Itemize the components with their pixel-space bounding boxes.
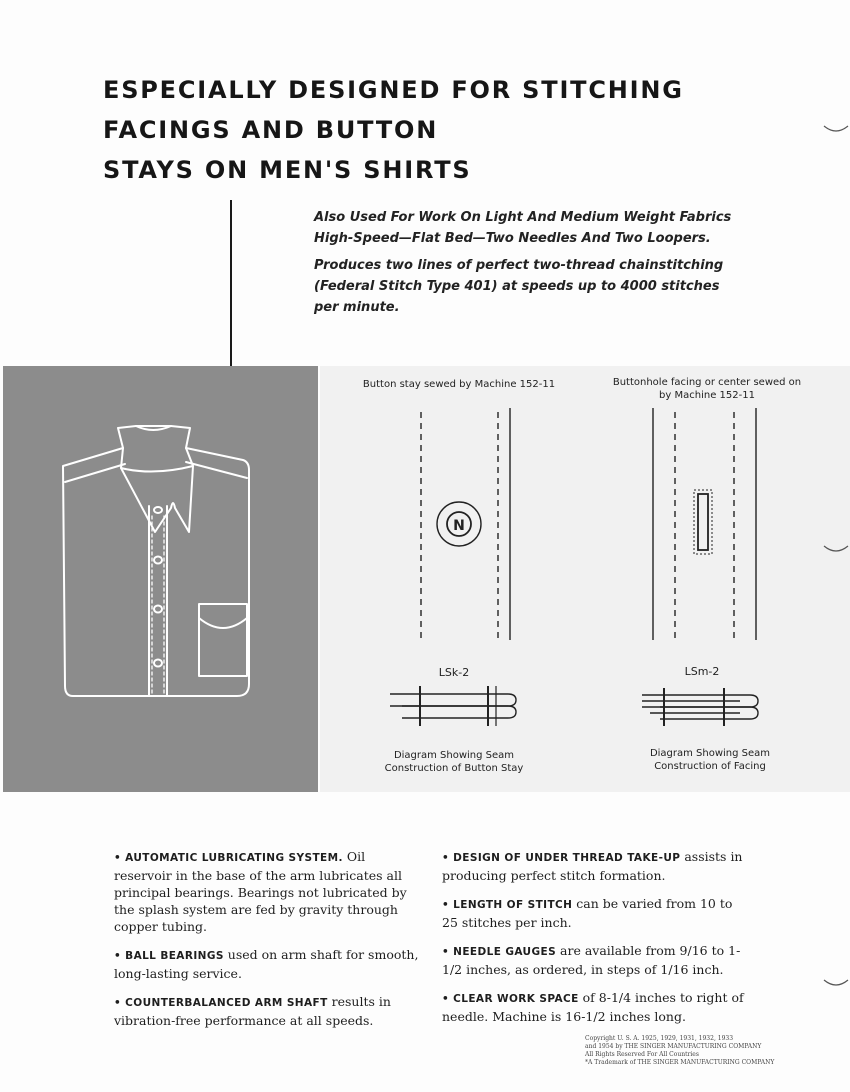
feature-text: of 8-1/4 inches to right of needle. Machine is 16-1/2 inches long. [442,990,744,1024]
feature-heading: • BALL BEARINGS [114,950,224,962]
intro-text [314,207,794,318]
feature-item [442,942,752,978]
shirt-illustration [3,366,318,792]
feature-text: used on arm shaft for smooth, long-lasting service. [114,947,419,981]
right-diagram-description [620,747,800,773]
feature-text: can be varied from 10 to 25 stitches per inch. [442,896,733,930]
feature-item [442,989,752,1025]
copyright-line-1: Copyright U. S. A. 1925, 1929, 1931, 1932, 1933 [585,1035,734,1042]
headline-line-3: STAYS ON MEN'S SHIRTS [103,156,472,184]
page-headline [103,70,803,190]
right-caption [592,376,822,402]
intro-line-4: (Federal Stitch Type 401) at speeds up to 4000 stitches [314,279,720,294]
intro-line-3: Produces two lines of perfect two-thread chainstitching [314,258,724,273]
features-left-column [114,848,420,1040]
right-caption-line-1: Buttonhole facing or center sewed on [612,377,802,388]
seam-diagrams-panel [320,366,850,792]
feature-item [114,993,420,1029]
punch-hole-mark [822,112,850,140]
intro-line-1: Also Used For Work On Light And Medium Weight Fabrics [314,210,732,225]
headline-line-2: FACINGS AND BUTTON [103,116,439,144]
right-desc-line-2: Construction of Facing [654,761,766,772]
intro-line-2: High-Speed—Flat Bed—Two Needles And Two Loopers. [314,231,711,246]
seam-ply-left-top [390,694,516,706]
copyright-line-3: All Rights Reserved For All Countries [585,1051,699,1058]
copyright-line-2: and 1954 by THE SINGER MANUFACTURING COMPANY [585,1043,762,1050]
button-monogram: N [453,518,465,534]
feature-heading: • DESIGN OF UNDER THREAD TAKE-UP [442,852,681,864]
left-seam-code: LSk-2 [438,666,470,679]
copyright-notice [585,1035,835,1067]
headline-line-1: ESPECIALLY DESIGNED FOR STITCHING [103,76,684,104]
features-right-column [442,848,752,1036]
copyright-line-4: *A Trademark of THE SINGER MANUFACTURING COMPANY [585,1059,775,1066]
left-caption: Button stay sewed by Machine 152-11 [362,379,556,390]
feature-item [442,895,752,931]
right-seam-code: LSm-2 [684,665,720,678]
left-diagram-description [364,749,544,775]
feature-text: results in vibration-free performance at all speeds. [114,994,391,1028]
right-desc-line-1: Diagram Showing Seam [649,748,771,759]
feature-heading: • CLEAR WORK SPACE [442,993,579,1005]
feature-text: Oil reservoir in the base of the arm lubricates all principal bearings. Bearings not lubricated by the splash system are fed by gravity through copper tubing. [114,849,407,934]
feature-heading: • COUNTERBALANCED ARM SHAFT [114,997,328,1009]
feature-heading: • LENGTH OF STITCH [442,899,573,911]
left-desc-line-2: Construction of Button Stay [384,763,524,774]
feature-heading: • AUTOMATIC LUBRICATING SYSTEM. [114,852,343,864]
feature-heading: • NEEDLE GAUGES [442,946,557,958]
shirt-illustration-panel [3,366,318,792]
feature-text: assists in producing perfect stitch formation. [442,849,743,883]
punch-hole-mark [822,966,850,994]
feature-item [114,946,420,982]
left-desc-line-1: Diagram Showing Seam [393,750,515,761]
punch-hole-mark [822,532,850,560]
seam-diagrams [320,366,850,792]
buttonhole [698,494,708,550]
feature-text: are available from 9/16 to 1-1/2 inches, as ordered, in steps of 1/16 inch. [442,943,741,977]
feature-item [442,848,752,884]
feature-item [114,848,420,935]
right-caption-line-2: by Machine 152-11 [659,390,755,401]
buttonhole-stitch [694,490,712,554]
intro-line-5: per minute. [314,300,400,315]
